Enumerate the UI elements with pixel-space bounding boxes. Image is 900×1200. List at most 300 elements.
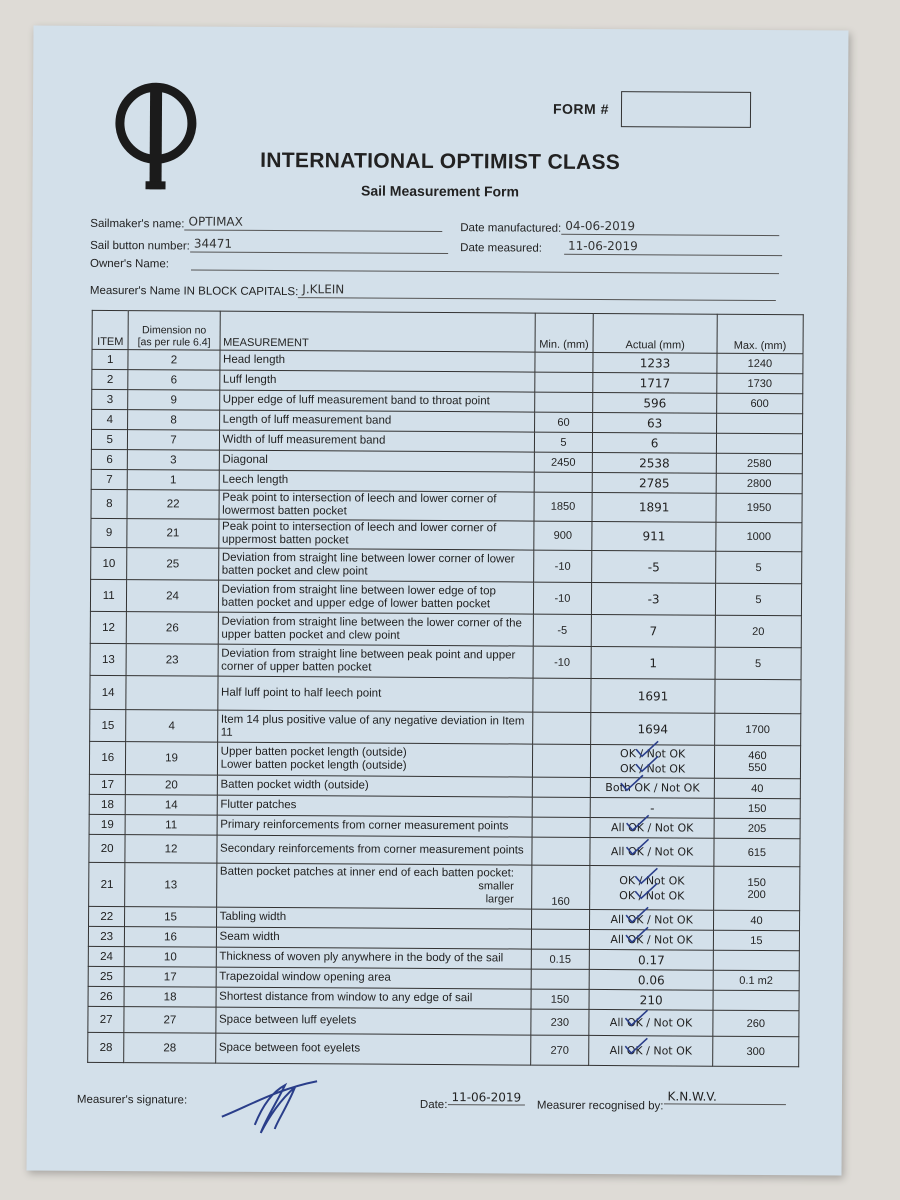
- max-cell: [713, 970, 799, 991]
- table-header-row: [92, 310, 803, 353]
- min-value[interactable]: 230: [530, 1009, 589, 1035]
- max-cell: [716, 413, 802, 434]
- measurement-description: Diagonal: [222, 453, 268, 466]
- header-dimension-line2: [as per rule 6.4]: [137, 336, 211, 349]
- max-value-2: 200: [747, 888, 766, 901]
- measurement-description: Thickness of woven ply anywhere in the body of the sail: [219, 950, 504, 965]
- actual-value[interactable]: 1233: [639, 355, 671, 370]
- dimension-number: 22: [127, 490, 218, 520]
- max-cell: [716, 433, 802, 454]
- max-value: 1950: [746, 501, 772, 515]
- table-row: [91, 518, 802, 551]
- date-measured-field: [460, 238, 782, 256]
- max-value: 1730: [747, 377, 773, 390]
- dimension-number: 19: [126, 742, 217, 776]
- actual-cell: [590, 865, 714, 910]
- min-value[interactable]: 2450: [534, 452, 593, 472]
- measurement-cell: [217, 710, 532, 744]
- measurement-form-sheet: [27, 26, 849, 1176]
- actual-value: All OK / Not OK: [610, 933, 693, 947]
- measurement-description: Upper edge of luff measurement band to throat point: [222, 393, 490, 408]
- max-cell: [714, 745, 800, 779]
- max-value: 300: [746, 1045, 765, 1058]
- item-number: 1: [92, 349, 129, 369]
- footer-date-label: Date:: [419, 1098, 448, 1112]
- item-number: 6: [91, 449, 128, 469]
- max-value: 2800: [746, 477, 772, 490]
- actual-cell: [593, 392, 717, 413]
- measurement-description: Upper batten pocket length (outside): [220, 745, 407, 759]
- actual-check[interactable]: [610, 933, 692, 948]
- max-value: 40: [750, 914, 763, 927]
- item-number: 16: [89, 741, 126, 774]
- actual-value[interactable]: -: [650, 800, 655, 815]
- actual-cell: [590, 929, 714, 950]
- measurement-description: Space between luff eyelets: [218, 1013, 357, 1027]
- item-number: 15: [90, 709, 127, 741]
- max-cell: [715, 615, 801, 648]
- item-number: 10: [91, 547, 128, 579]
- min-value[interactable]: [532, 817, 591, 837]
- actual-cell: [593, 432, 717, 453]
- measurement-description: Leech length: [222, 473, 289, 487]
- measurement-description-2: smaller: [478, 880, 514, 893]
- max-value: 150: [747, 802, 767, 815]
- measurement-cell: [219, 490, 534, 521]
- actual-value[interactable]: 1: [649, 655, 658, 670]
- max-value: 5: [754, 657, 762, 670]
- measurement-cell: [216, 947, 531, 969]
- dimension-number: 12: [125, 835, 216, 864]
- min-value[interactable]: 160: [531, 865, 590, 909]
- item-number: 14: [90, 675, 127, 709]
- dimension-number: 10: [125, 947, 216, 968]
- measurement-cell: [217, 676, 532, 712]
- max-value: 20: [752, 625, 765, 638]
- min-value[interactable]: 270: [530, 1035, 589, 1065]
- actual-check[interactable]: [610, 1044, 692, 1059]
- dimension-number: 8: [128, 410, 219, 431]
- dimension-number: 27: [124, 1007, 215, 1034]
- dimension-number: 13: [125, 863, 216, 908]
- actual-cell: [591, 777, 715, 798]
- item-number: 25: [88, 966, 125, 986]
- max-value: 460: [748, 749, 767, 763]
- actual-cell: [590, 949, 714, 970]
- measurement-cell: [219, 430, 534, 452]
- sail-button-value[interactable]: 34471: [190, 236, 448, 254]
- max-cell: [717, 353, 803, 374]
- measurement-description: Space between foot eyelets: [218, 1041, 361, 1055]
- item-number: 27: [88, 1006, 125, 1032]
- min-value[interactable]: -10: [533, 582, 592, 614]
- dimension-number: 2: [128, 350, 219, 371]
- max-value: 1000: [746, 530, 772, 544]
- max-cell: [716, 453, 802, 474]
- dimension-number: 9: [128, 390, 219, 411]
- actual-value[interactable]: 1694: [637, 721, 669, 736]
- min-value[interactable]: -5: [533, 614, 592, 646]
- actual-value[interactable]: 596: [643, 395, 667, 410]
- max-value: 2580: [746, 457, 772, 470]
- item-number: 24: [88, 946, 125, 966]
- max-value: 205: [747, 822, 767, 835]
- max-value: 600: [750, 397, 769, 410]
- min-value[interactable]: [532, 678, 591, 712]
- min-value[interactable]: [532, 712, 591, 744]
- table-row: [90, 709, 801, 745]
- header-dimension-line1: Dimension no: [142, 324, 207, 337]
- sail-button-label: Sail button number:: [90, 239, 190, 253]
- measurement-cell: [219, 470, 534, 492]
- actual-cell: [591, 646, 715, 679]
- signature-scribble: [217, 1077, 327, 1138]
- min-value[interactable]: -10: [533, 550, 592, 582]
- actual-value[interactable]: 1691: [637, 688, 669, 703]
- max-cell: [717, 393, 803, 414]
- header-actual: Actual (mm): [593, 313, 717, 353]
- max-cell: [713, 1036, 799, 1067]
- measurement-description: Peak point to intersection of leech and lower corner of lowermost batten pocket: [222, 491, 497, 518]
- table-row: [90, 579, 801, 615]
- item-number: 11: [90, 579, 127, 611]
- min-value[interactable]: [532, 797, 591, 817]
- footer-date-value[interactable]: 11-06-2019: [447, 1090, 525, 1105]
- measurement-cell: [217, 795, 532, 817]
- table-row: [90, 611, 801, 647]
- dimension-number: [126, 676, 217, 711]
- max-cell: [713, 866, 799, 911]
- dimension-number: 18: [124, 987, 215, 1008]
- item-number: 4: [92, 409, 129, 429]
- min-value[interactable]: [531, 969, 590, 989]
- min-value[interactable]: 150: [531, 989, 590, 1009]
- actual-cell: [589, 1009, 713, 1036]
- max-cell: [713, 930, 799, 951]
- table-row: [89, 834, 800, 866]
- dimension-number: 17: [125, 967, 216, 988]
- dimension-number: 15: [125, 907, 216, 928]
- measurement-cell: [218, 580, 533, 614]
- max-value: 150: [747, 876, 766, 889]
- sailmaker-label: Sailmaker's name:: [90, 217, 185, 231]
- measurement-description: Shortest distance from window to any edge of sail: [219, 990, 473, 1005]
- measurer-name-value[interactable]: J.KLEIN: [298, 282, 776, 301]
- max-value: 260: [746, 1017, 766, 1030]
- pen-tick-icon: [625, 837, 651, 857]
- recognised-by-field: [536, 1089, 786, 1114]
- actual-value[interactable]: 6: [650, 435, 659, 450]
- item-number: 23: [88, 926, 125, 946]
- actual-value[interactable]: 2538: [639, 455, 670, 470]
- actual-value-2: OK / Not OK: [619, 762, 686, 776]
- item-number: 20: [89, 834, 126, 862]
- actual-value[interactable]: 0.17: [638, 952, 665, 967]
- min-value[interactable]: [534, 392, 593, 412]
- dimension-number: 11: [126, 815, 217, 836]
- pen-tick-icon: [634, 754, 660, 774]
- min-value[interactable]: [531, 909, 590, 929]
- measurement-cell: [219, 350, 534, 372]
- actual-check[interactable]: [611, 821, 693, 836]
- footer-date-field: [419, 1090, 525, 1112]
- table-row: [89, 741, 800, 778]
- item-number: 28: [88, 1032, 125, 1062]
- actual-cell: [592, 472, 716, 493]
- min-value[interactable]: [534, 352, 593, 372]
- measurement-description: Primary reinforcements from corner measurement points: [220, 818, 509, 833]
- max-cell: [714, 713, 800, 746]
- actual-cell: [592, 550, 716, 583]
- actual-cell: [591, 678, 715, 713]
- actual-cell: [592, 614, 716, 647]
- table-row: [90, 675, 801, 713]
- measurement-description: Luff length: [222, 373, 277, 387]
- owner-label: Owner's Name:: [90, 257, 169, 271]
- recognised-by-value[interactable]: K.N.W.V.: [663, 1089, 785, 1105]
- measurement-cell: [219, 450, 534, 472]
- measurement-cell: [215, 1007, 530, 1035]
- table-row: [89, 862, 800, 910]
- dimension-number: 1: [128, 470, 219, 491]
- actual-cell: [593, 452, 717, 473]
- max-cell: [716, 473, 802, 494]
- measurement-description: Peak point to intersection of leech and lower corner of uppermost batten pocket: [221, 520, 497, 547]
- max-cell: [714, 818, 800, 839]
- measurement-description: Tabling width: [219, 910, 287, 924]
- min-value[interactable]: 0.15: [531, 949, 590, 969]
- min-value[interactable]: [531, 929, 590, 949]
- measurement-description: Batten pocket width (outside): [220, 778, 369, 792]
- max-value: 5: [755, 593, 762, 606]
- max-cell: [714, 838, 800, 867]
- actual-value: OK / Not OK: [620, 747, 686, 761]
- min-value[interactable]: 1850: [534, 492, 593, 521]
- item-number: 13: [90, 643, 127, 675]
- item-number: 19: [89, 814, 126, 834]
- max-cell: [713, 990, 799, 1011]
- item-number: 18: [89, 794, 126, 814]
- max-cell: [714, 798, 800, 819]
- measurement-description: Trapezoidal window opening area: [219, 970, 391, 984]
- measurement-cell: [215, 1033, 530, 1065]
- pen-tick-icon: [624, 905, 650, 925]
- max-cell: [713, 1010, 799, 1037]
- max-value: 615: [747, 846, 767, 859]
- min-value[interactable]: 900: [533, 521, 592, 550]
- actual-cell: [590, 909, 714, 930]
- dimension-number: 24: [127, 580, 218, 613]
- sailmaker-field: [90, 214, 442, 232]
- actual-cell: [591, 744, 715, 778]
- max-value: 15: [750, 934, 763, 947]
- dimension-number: 7: [128, 430, 219, 451]
- dimension-number: 4: [126, 710, 217, 743]
- actual-value: All OK / Not OK: [610, 913, 693, 927]
- measurement-cell: [219, 390, 534, 412]
- actual-value[interactable]: 0.06: [637, 972, 665, 987]
- measurement-description: Deviation from straight line between the lower corner of the upper batten pocket and clew point: [221, 615, 522, 642]
- pen-tick-icon: [624, 1036, 650, 1056]
- max-cell: [716, 522, 802, 552]
- item-number: 22: [89, 906, 126, 926]
- optimist-class-logo-icon: [112, 81, 199, 192]
- owner-field: [90, 258, 779, 274]
- max-cell: [715, 583, 801, 616]
- form-number-label: FORM #: [552, 100, 609, 118]
- actual-cell: [592, 582, 716, 615]
- actual-cell: [593, 412, 717, 433]
- actual-value: All OK / Not OK: [609, 1016, 693, 1030]
- actual-check[interactable]: [605, 781, 699, 796]
- item-number: 26: [88, 986, 125, 1006]
- measurement-cell: [218, 519, 533, 550]
- measurement-description: Item 14 plus positive value of any negative deviation in Item 11: [220, 713, 525, 739]
- actual-value[interactable]: 1891: [638, 500, 670, 515]
- measurement-cell: [217, 775, 532, 797]
- measurer-name-field: [90, 281, 776, 301]
- actual-check[interactable]: [610, 913, 692, 928]
- form-number: [553, 91, 751, 128]
- header-max: Max. (mm): [717, 314, 803, 354]
- max-cell: [713, 950, 799, 971]
- measurement-cell: [216, 863, 531, 909]
- form-subtitle: Sail Measurement Form: [360, 182, 520, 200]
- measurement-cell: [216, 835, 531, 865]
- dimension-number: 14: [126, 795, 217, 816]
- min-value[interactable]: [534, 372, 593, 392]
- measurement-description-3: larger: [485, 893, 514, 906]
- sailmaker-value[interactable]: OPTIMAX: [184, 214, 442, 232]
- dimension-number: 21: [127, 519, 218, 549]
- measurement-description: Head length: [223, 353, 286, 367]
- table-row: [91, 489, 802, 522]
- actual-value[interactable]: -5: [647, 559, 660, 574]
- measurement-description: Deviation from straight line between lower corner of lower batten pocket and clew point: [221, 551, 515, 578]
- measurement-cell: [218, 612, 533, 646]
- measurement-description: Length of luff measurement band: [222, 413, 392, 427]
- measurement-description: Seam width: [219, 930, 280, 944]
- measurement-cell: [218, 548, 533, 582]
- actual-value: Both OK / Not OK: [605, 781, 700, 795]
- measurement-table: [87, 310, 804, 1067]
- pen-tick-icon: [625, 813, 651, 833]
- actual-cell: [593, 372, 717, 393]
- header-measurement: MEASUREMENT: [220, 311, 535, 352]
- measurement-cell: [219, 410, 534, 432]
- measurement-description: Width of luff measurement band: [222, 433, 386, 447]
- dimension-number: 16: [125, 927, 216, 948]
- dimension-number: 20: [126, 775, 217, 796]
- max-cell: [714, 778, 800, 799]
- actual-value[interactable]: 911: [642, 529, 666, 544]
- min-value[interactable]: [532, 744, 591, 777]
- max-value: 1700: [745, 723, 770, 736]
- actual-value: All OK / Not OK: [610, 821, 694, 835]
- dimension-number: 23: [126, 644, 217, 677]
- dimension-number: 26: [127, 612, 218, 645]
- min-value[interactable]: 5: [534, 432, 593, 452]
- actual-cell: [589, 969, 713, 990]
- actual-value[interactable]: 63: [646, 415, 663, 430]
- item-number: 7: [91, 469, 128, 489]
- measurement-cell: [216, 967, 531, 989]
- min-value[interactable]: 60: [534, 412, 593, 432]
- actual-value-2: OK / Not OK: [619, 888, 685, 903]
- actual-cell: [590, 817, 714, 838]
- date-manufactured-label: Date manufactured:: [460, 222, 562, 235]
- measurement-description: Batten pocket patches at inner end of each batten pocket:: [219, 865, 515, 880]
- item-number: 12: [90, 611, 127, 643]
- item-number: 21: [89, 862, 126, 906]
- max-value: 0.1 m2: [739, 974, 773, 987]
- min-value[interactable]: -10: [533, 646, 592, 678]
- actual-cell: [592, 521, 716, 551]
- actual-check-2[interactable]: [619, 889, 684, 903]
- date-manufactured-value[interactable]: 04-06-2019: [561, 219, 779, 236]
- measurement-description: Secondary reinforcements from corner measurement points: [220, 842, 524, 857]
- pen-tick-icon: [619, 773, 645, 793]
- header-item: ITEM: [92, 310, 129, 349]
- max-value: 1240: [747, 357, 773, 370]
- measurement-description: Deviation from straight line between peak point and upper corner of upper batten pocket: [221, 647, 516, 674]
- sail-button-field: [90, 236, 448, 254]
- actual-value[interactable]: 2785: [638, 475, 670, 490]
- form-number-box[interactable]: [621, 91, 751, 128]
- measurement-cell: [216, 987, 531, 1009]
- max-cell: [716, 493, 802, 523]
- measurement-cell: [217, 742, 532, 777]
- actual-check[interactable]: [611, 845, 693, 860]
- table-row: [90, 643, 801, 679]
- owner-value[interactable]: [191, 268, 779, 274]
- actual-value[interactable]: 7: [649, 623, 658, 638]
- max-cell: [715, 679, 801, 714]
- item-number: 8: [91, 489, 128, 518]
- min-value[interactable]: [534, 472, 593, 492]
- actual-cell: [592, 492, 716, 522]
- measurer-name-label: Measurer's Name IN BLOCK CAPITALS:: [89, 284, 299, 299]
- actual-value[interactable]: -3: [647, 591, 660, 606]
- max-cell: [717, 373, 803, 394]
- dimension-number: 25: [127, 548, 218, 581]
- measurement-description-2: Lower batten pocket length (outside): [220, 758, 407, 772]
- measurement-cell: [216, 907, 531, 929]
- item-number: 17: [89, 774, 126, 794]
- pen-tick-icon: [624, 925, 650, 945]
- measurer-signature-label: Measurer's signature:: [76, 1093, 188, 1107]
- actual-value[interactable]: 1717: [639, 375, 671, 390]
- table-row: [91, 547, 802, 583]
- actual-value[interactable]: 210: [639, 992, 663, 1007]
- actual-cell: [590, 797, 714, 818]
- dimension-number: 6: [128, 370, 219, 391]
- table-row: [88, 1032, 799, 1066]
- item-number: 9: [91, 518, 128, 547]
- max-cell: [715, 551, 801, 584]
- item-number: 2: [92, 369, 129, 389]
- actual-cell: [590, 837, 714, 866]
- actual-cell: [589, 989, 713, 1010]
- max-cell: [713, 910, 799, 931]
- min-value[interactable]: [532, 777, 591, 797]
- date-measured-label: Date measured:: [460, 242, 543, 255]
- min-value[interactable]: [531, 837, 590, 865]
- date-measured-value[interactable]: 11-06-2019: [564, 239, 782, 256]
- measurement-cell: [217, 815, 532, 837]
- actual-check[interactable]: [610, 1016, 692, 1031]
- measurement-description: Flutter patches: [220, 798, 297, 812]
